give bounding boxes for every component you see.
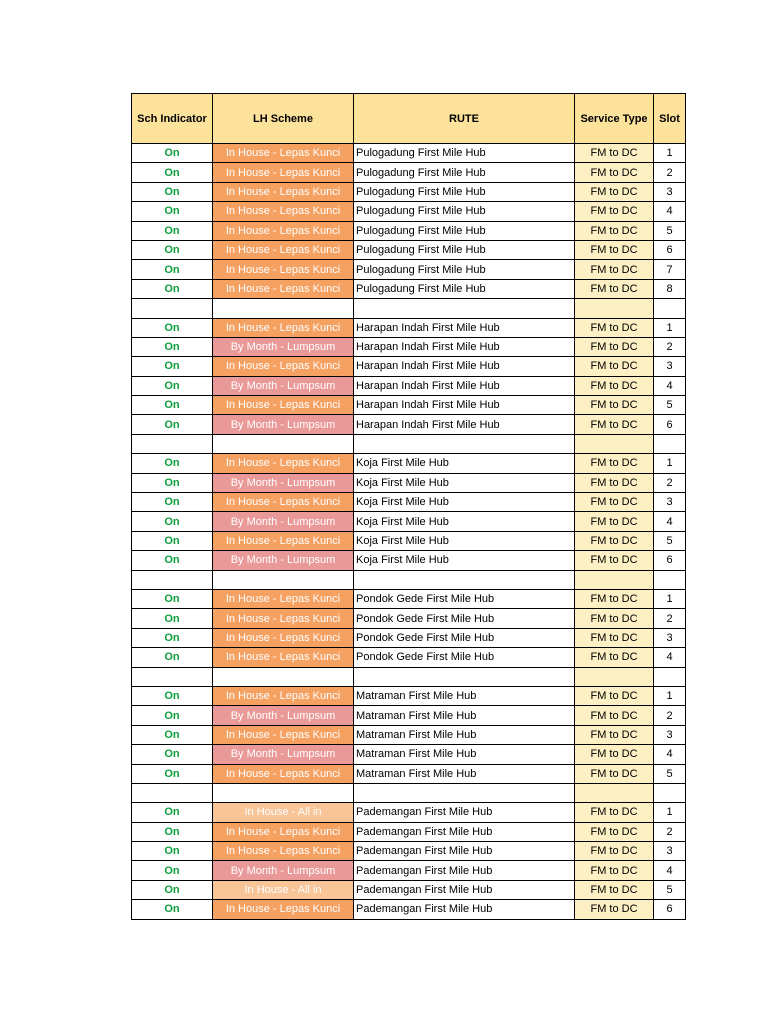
table-row [132,842,686,861]
table-row [132,880,686,899]
sch-indicator-cell[interactable]: On [132,686,213,705]
empty-cell[interactable] [213,299,354,318]
table-row [132,686,686,705]
empty-cell[interactable] [132,299,213,318]
table-row [132,202,686,221]
service-type-cell[interactable]: FM to DC [575,415,654,434]
lh-scheme-cell[interactable]: By Month - Lumpsum [213,415,354,434]
empty-cell[interactable] [213,570,354,589]
service-type-cell[interactable]: FM to DC [575,454,654,473]
empty-cell[interactable] [354,783,575,802]
sch-indicator-cell[interactable]: On [132,396,213,415]
sch-indicator-cell[interactable]: On [132,725,213,744]
table-row [132,512,686,531]
sch-indicator-cell[interactable]: On [132,144,213,163]
service-type-cell[interactable]: FM to DC [575,202,654,221]
empty-cell[interactable] [132,783,213,802]
empty-cell[interactable] [132,570,213,589]
sch-indicator-cell[interactable]: On [132,880,213,899]
rute-cell[interactable]: Koja First Mile Hub [354,473,575,492]
slot-cell[interactable]: 6 [654,900,686,919]
empty-cell[interactable] [575,783,654,802]
service-type-cell[interactable]: FM to DC [575,609,654,628]
rute-cell[interactable]: Pademangan First Mile Hub [354,861,575,880]
service-type-cell[interactable]: FM to DC [575,745,654,764]
lh-scheme-cell[interactable]: By Month - Lumpsum [213,512,354,531]
rute-cell[interactable]: Koja First Mile Hub [354,454,575,473]
rute-cell[interactable]: Pademangan First Mile Hub [354,880,575,899]
slot-cell[interactable]: 2 [654,337,686,356]
lh-scheme-cell[interactable]: In House - Lepas Kunci [213,648,354,667]
service-type-cell[interactable]: FM to DC [575,473,654,492]
table-body [132,144,686,920]
table-row [132,551,686,570]
lh-scheme-cell[interactable]: By Month - Lumpsum [213,376,354,395]
table-row [132,861,686,880]
slot-cell[interactable]: 3 [654,725,686,744]
slot-cell[interactable]: 4 [654,648,686,667]
slot-cell[interactable]: 5 [654,396,686,415]
lh-scheme-cell[interactable]: In House - Lepas Kunci [213,725,354,744]
service-type-cell[interactable]: FM to DC [575,396,654,415]
service-type-cell[interactable]: FM to DC [575,861,654,880]
rute-cell[interactable]: Pulogadung First Mile Hub [354,163,575,182]
slot-cell[interactable]: 1 [654,318,686,337]
service-type-cell[interactable]: FM to DC [575,512,654,531]
sch-indicator-cell[interactable]: On [132,182,213,201]
sch-indicator-cell[interactable]: On [132,357,213,376]
service-type-cell[interactable]: FM to DC [575,842,654,861]
rute-cell[interactable]: Harapan Indah First Mile Hub [354,318,575,337]
service-type-cell[interactable]: FM to DC [575,240,654,259]
lh-scheme-cell[interactable]: In House - Lepas Kunci [213,493,354,512]
slot-cell[interactable]: 3 [654,493,686,512]
table-row [132,803,686,822]
table-row [132,240,686,259]
lh-scheme-cell[interactable]: In House - Lepas Kunci [213,279,354,298]
service-type-cell[interactable]: FM to DC [575,900,654,919]
table-row [132,609,686,628]
empty-cell[interactable] [132,667,213,686]
slot-cell[interactable]: 4 [654,512,686,531]
empty-cell[interactable] [213,667,354,686]
rute-cell[interactable]: Pademangan First Mile Hub [354,803,575,822]
table-row [132,454,686,473]
rute-cell[interactable]: Pondok Gede First Mile Hub [354,609,575,628]
sch-indicator-cell[interactable]: On [132,512,213,531]
table-row [132,182,686,201]
rute-cell[interactable]: Harapan Indah First Mile Hub [354,357,575,376]
sch-indicator-cell[interactable]: On [132,337,213,356]
slot-cell[interactable]: 3 [654,182,686,201]
header-sch-indicator[interactable]: Sch Indicator [132,94,213,144]
slot-cell[interactable]: 6 [654,551,686,570]
service-type-cell[interactable]: FM to DC [575,725,654,744]
slot-cell[interactable]: 1 [654,589,686,608]
rute-cell[interactable]: Pulogadung First Mile Hub [354,202,575,221]
sch-indicator-cell[interactable]: On [132,163,213,182]
lh-scheme-cell[interactable]: In House - Lepas Kunci [213,357,354,376]
lh-scheme-cell[interactable]: By Month - Lumpsum [213,337,354,356]
rute-cell[interactable]: Pulogadung First Mile Hub [354,144,575,163]
table-row [132,900,686,919]
service-type-cell[interactable]: FM to DC [575,493,654,512]
rute-cell[interactable]: Matraman First Mile Hub [354,764,575,783]
table-row [132,648,686,667]
service-type-cell[interactable]: FM to DC [575,376,654,395]
empty-cell[interactable] [354,667,575,686]
table-row [132,163,686,182]
service-type-cell[interactable]: FM to DC [575,318,654,337]
sch-indicator-cell[interactable]: On [132,822,213,841]
slot-cell[interactable]: 1 [654,144,686,163]
rute-cell[interactable]: Pulogadung First Mile Hub [354,279,575,298]
lh-scheme-cell[interactable]: In House - Lepas Kunci [213,163,354,182]
lh-scheme-cell[interactable]: In House - Lepas Kunci [213,686,354,705]
slot-cell[interactable]: 5 [654,531,686,550]
empty-cell[interactable] [654,783,686,802]
lh-scheme-cell[interactable]: In House - Lepas Kunci [213,260,354,279]
lh-scheme-cell[interactable]: In House - Lepas Kunci [213,764,354,783]
empty-cell[interactable] [654,667,686,686]
slot-cell[interactable]: 5 [654,764,686,783]
lh-scheme-cell[interactable]: In House - Lepas Kunci [213,454,354,473]
header-row [132,94,686,144]
slot-cell[interactable]: 3 [654,842,686,861]
header-service-type[interactable]: Service Type [575,94,654,144]
service-type-cell[interactable]: FM to DC [575,589,654,608]
sch-indicator-cell[interactable]: On [132,745,213,764]
table-row [132,745,686,764]
sch-indicator-cell[interactable]: On [132,221,213,240]
empty-cell[interactable] [213,434,354,453]
sch-indicator-cell[interactable]: On [132,454,213,473]
sch-indicator-cell[interactable]: On [132,240,213,259]
rute-cell[interactable]: Matraman First Mile Hub [354,745,575,764]
sch-indicator-cell[interactable]: On [132,900,213,919]
table-row [132,493,686,512]
service-type-cell[interactable]: FM to DC [575,182,654,201]
table-row [132,822,686,841]
service-type-cell[interactable]: FM to DC [575,628,654,647]
rute-cell[interactable]: Pademangan First Mile Hub [354,842,575,861]
schedule-table [131,93,686,920]
spacer-row [132,783,686,802]
slot-cell[interactable]: 2 [654,706,686,725]
table-row [132,260,686,279]
spacer-row [132,434,686,453]
service-type-cell[interactable]: FM to DC [575,357,654,376]
slot-cell[interactable]: 1 [654,454,686,473]
lh-scheme-cell[interactable]: In House - Lepas Kunci [213,221,354,240]
lh-scheme-cell[interactable]: In House - Lepas Kunci [213,842,354,861]
service-type-cell[interactable]: FM to DC [575,337,654,356]
service-type-cell[interactable]: FM to DC [575,531,654,550]
rute-cell[interactable]: Pademangan First Mile Hub [354,822,575,841]
rute-cell[interactable]: Pulogadung First Mile Hub [354,240,575,259]
spacer-row [132,667,686,686]
sch-indicator-cell[interactable]: On [132,531,213,550]
lh-scheme-cell[interactable]: In House - Lepas Kunci [213,182,354,201]
table-row [132,337,686,356]
rute-cell[interactable]: Harapan Indah First Mile Hub [354,396,575,415]
lh-scheme-cell[interactable]: In House - Lepas Kunci [213,900,354,919]
rute-cell[interactable]: Pulogadung First Mile Hub [354,182,575,201]
lh-scheme-cell[interactable]: In House - All in [213,880,354,899]
sch-indicator-cell[interactable]: On [132,628,213,647]
table-row [132,725,686,744]
table-row [132,589,686,608]
service-type-cell[interactable]: FM to DC [575,260,654,279]
sch-indicator-cell[interactable]: On [132,202,213,221]
table-row [132,628,686,647]
service-type-cell[interactable]: FM to DC [575,144,654,163]
table-row [132,376,686,395]
service-type-cell[interactable]: FM to DC [575,880,654,899]
slot-cell[interactable]: 2 [654,609,686,628]
slot-cell[interactable]: 5 [654,880,686,899]
header-lh-scheme[interactable]: LH Scheme [213,94,354,144]
lh-scheme-cell[interactable]: In House - All in [213,803,354,822]
lh-scheme-cell[interactable]: In House - Lepas Kunci [213,589,354,608]
service-type-cell[interactable]: FM to DC [575,822,654,841]
lh-scheme-cell[interactable]: In House - Lepas Kunci [213,822,354,841]
rute-cell[interactable]: Pulogadung First Mile Hub [354,221,575,240]
sch-indicator-cell[interactable]: On [132,279,213,298]
sch-indicator-cell[interactable]: On [132,589,213,608]
slot-cell[interactable]: 1 [654,803,686,822]
lh-scheme-cell[interactable]: In House - Lepas Kunci [213,318,354,337]
table-row [132,531,686,550]
lh-scheme-cell[interactable]: In House - Lepas Kunci [213,531,354,550]
spacer-row [132,299,686,318]
lh-scheme-cell[interactable]: In House - Lepas Kunci [213,609,354,628]
slot-cell[interactable]: 4 [654,861,686,880]
rute-cell[interactable]: Harapan Indah First Mile Hub [354,376,575,395]
empty-cell[interactable] [654,434,686,453]
rute-cell[interactable]: Matraman First Mile Hub [354,686,575,705]
service-type-cell[interactable]: FM to DC [575,221,654,240]
sch-indicator-cell[interactable]: On [132,493,213,512]
sch-indicator-cell[interactable]: On [132,376,213,395]
empty-cell[interactable] [575,299,654,318]
slot-cell[interactable]: 5 [654,221,686,240]
table-row [132,396,686,415]
sch-indicator-cell[interactable]: On [132,842,213,861]
table-row [132,221,686,240]
sch-indicator-cell[interactable]: On [132,260,213,279]
rute-cell[interactable]: Koja First Mile Hub [354,531,575,550]
empty-cell[interactable] [354,570,575,589]
table-row [132,279,686,298]
lh-scheme-cell[interactable]: In House - Lepas Kunci [213,396,354,415]
service-type-cell[interactable]: FM to DC [575,803,654,822]
empty-cell[interactable] [575,570,654,589]
slot-cell[interactable]: 8 [654,279,686,298]
lh-scheme-cell[interactable]: By Month - Lumpsum [213,473,354,492]
rute-cell[interactable]: Koja First Mile Hub [354,551,575,570]
service-type-cell[interactable]: FM to DC [575,279,654,298]
service-type-cell[interactable]: FM to DC [575,706,654,725]
rute-cell[interactable]: Pondok Gede First Mile Hub [354,648,575,667]
rute-cell[interactable]: Harapan Indah First Mile Hub [354,337,575,356]
slot-cell[interactable]: 3 [654,357,686,376]
sch-indicator-cell[interactable]: On [132,609,213,628]
sch-indicator-cell[interactable]: On [132,551,213,570]
header-rute[interactable]: RUTE [354,94,575,144]
table-row [132,706,686,725]
lh-scheme-cell[interactable]: By Month - Lumpsum [213,861,354,880]
table-row [132,764,686,783]
slot-cell[interactable]: 4 [654,202,686,221]
service-type-cell[interactable]: FM to DC [575,764,654,783]
empty-cell[interactable] [213,783,354,802]
empty-cell[interactable] [575,434,654,453]
service-type-cell[interactable]: FM to DC [575,551,654,570]
slot-cell[interactable]: 3 [654,628,686,647]
slot-cell[interactable]: 4 [654,376,686,395]
table-row [132,415,686,434]
lh-scheme-cell[interactable]: In House - Lepas Kunci [213,240,354,259]
rute-cell[interactable]: Koja First Mile Hub [354,512,575,531]
rute-cell[interactable]: Matraman First Mile Hub [354,706,575,725]
sch-indicator-cell[interactable]: On [132,318,213,337]
rute-cell[interactable]: Koja First Mile Hub [354,493,575,512]
rute-cell[interactable]: Matraman First Mile Hub [354,725,575,744]
sch-indicator-cell[interactable]: On [132,764,213,783]
rute-cell[interactable]: Pondok Gede First Mile Hub [354,589,575,608]
slot-cell[interactable]: 2 [654,822,686,841]
sch-indicator-cell[interactable]: On [132,473,213,492]
table-row [132,318,686,337]
slot-cell[interactable]: 2 [654,473,686,492]
service-type-cell[interactable]: FM to DC [575,163,654,182]
slot-cell[interactable]: 7 [654,260,686,279]
lh-scheme-cell[interactable]: By Month - Lumpsum [213,706,354,725]
sch-indicator-cell[interactable]: On [132,648,213,667]
service-type-cell[interactable]: FM to DC [575,648,654,667]
table-row [132,473,686,492]
sch-indicator-cell[interactable]: On [132,706,213,725]
rute-cell[interactable]: Pademangan First Mile Hub [354,900,575,919]
spacer-row [132,570,686,589]
sch-indicator-cell[interactable]: On [132,415,213,434]
empty-cell[interactable] [654,299,686,318]
empty-cell[interactable] [654,570,686,589]
table-row [132,144,686,163]
slot-cell[interactable]: 6 [654,240,686,259]
header-slot[interactable]: Slot [654,94,686,144]
slot-cell[interactable]: 6 [654,415,686,434]
empty-cell[interactable] [132,434,213,453]
lh-scheme-cell[interactable]: By Month - Lumpsum [213,551,354,570]
lh-scheme-cell[interactable]: By Month - Lumpsum [213,745,354,764]
lh-scheme-cell[interactable]: In House - Lepas Kunci [213,628,354,647]
lh-scheme-cell[interactable]: In House - Lepas Kunci [213,144,354,163]
slot-cell[interactable]: 4 [654,745,686,764]
empty-cell[interactable] [354,434,575,453]
slot-cell[interactable]: 1 [654,686,686,705]
rute-cell[interactable]: Harapan Indah First Mile Hub [354,415,575,434]
rute-cell[interactable]: Pondok Gede First Mile Hub [354,628,575,647]
empty-cell[interactable] [354,299,575,318]
table-row [132,357,686,376]
sch-indicator-cell[interactable]: On [132,803,213,822]
service-type-cell[interactable]: FM to DC [575,686,654,705]
sch-indicator-cell[interactable]: On [132,861,213,880]
slot-cell[interactable]: 2 [654,163,686,182]
empty-cell[interactable] [575,667,654,686]
rute-cell[interactable]: Pulogadung First Mile Hub [354,260,575,279]
lh-scheme-cell[interactable]: In House - Lepas Kunci [213,202,354,221]
